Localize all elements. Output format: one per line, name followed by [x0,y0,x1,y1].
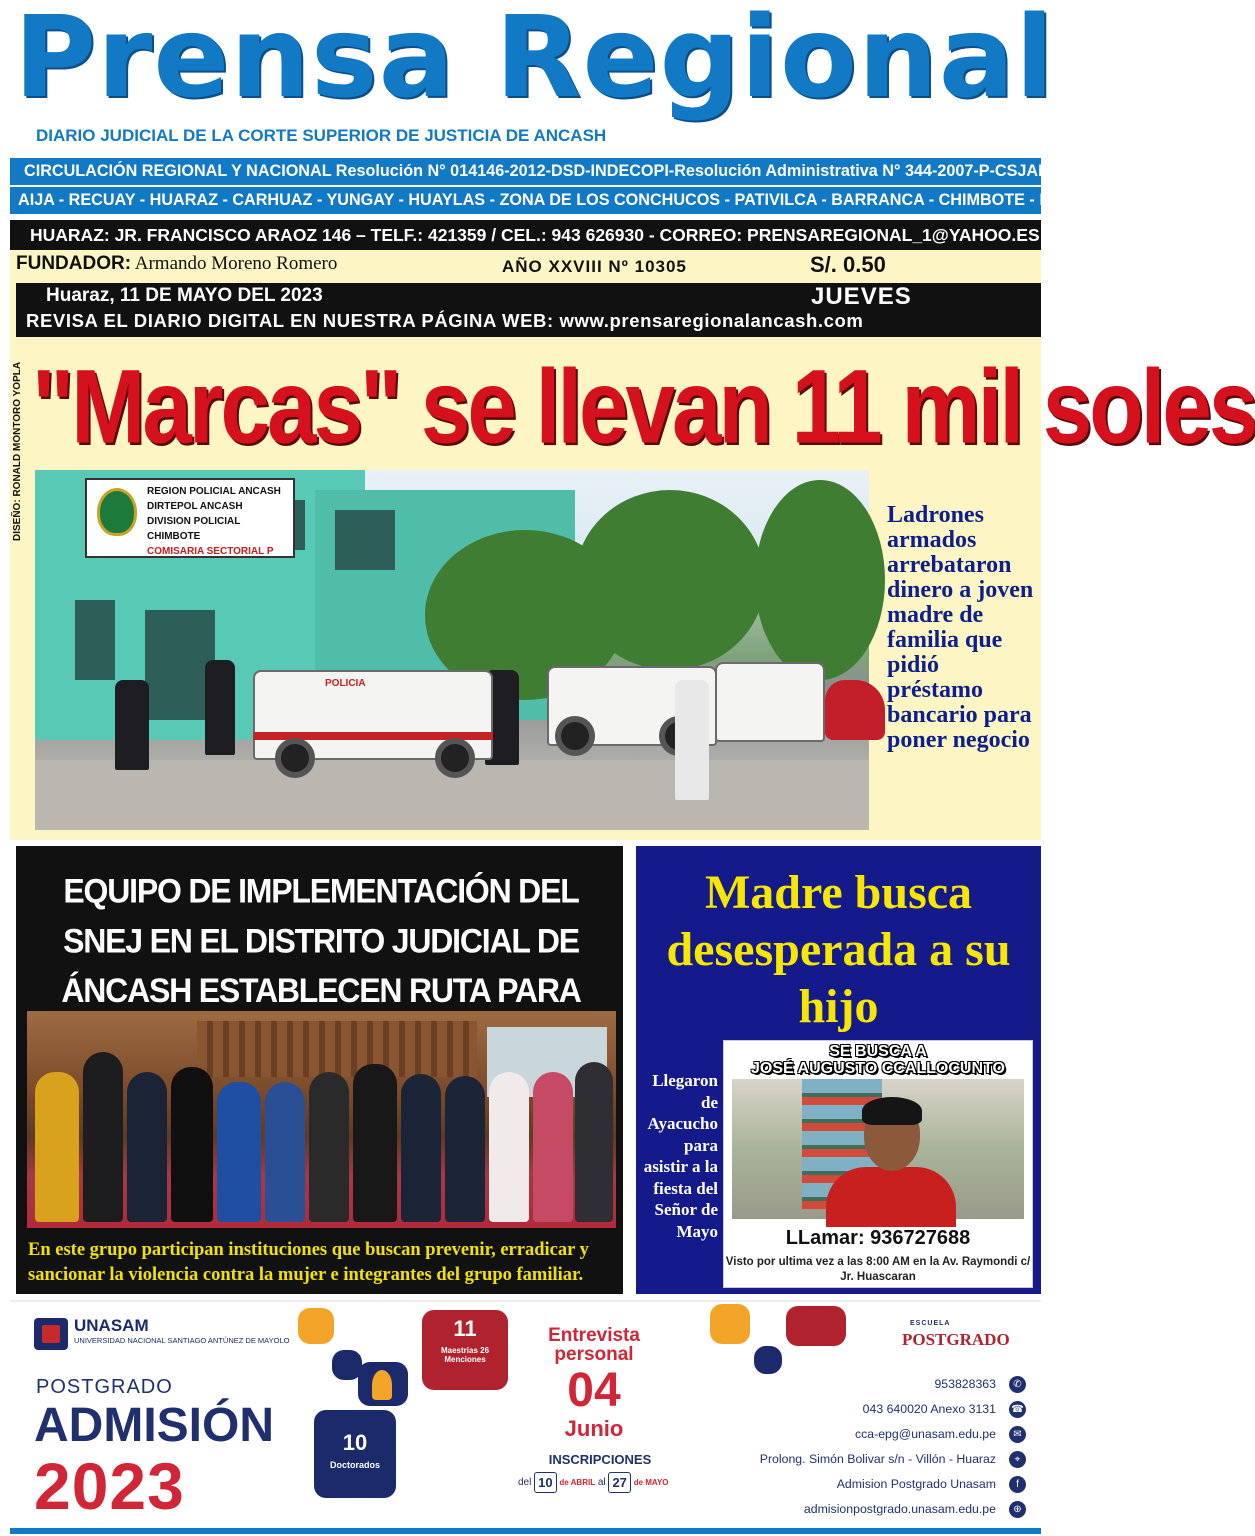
poster-line2: JOSÉ AUGUSTO CCALLOCUNTO [751,1060,1005,1077]
university-full-name: UNIVERSIDAD NACIONAL SANTIAGO ANTÚNEZ DE MAYOLO [74,1336,290,1345]
tree [755,480,885,680]
interview-day: 04 [567,1364,621,1417]
snej-group-photo[interactable] [27,1011,616,1228]
price: S/. 0.50 [810,252,886,277]
al-label: al [597,1477,606,1489]
maestrias-count: 11 [453,1316,477,1341]
globe-icon: ⊕ [1009,1501,1026,1518]
building-window [75,600,115,680]
poster-note: Visto por ultima vez a las 8:00 AM en la Av. Raymondi c/ Jr. Huascaran [725,1256,1031,1283]
hair [862,1097,922,1125]
building-window [335,510,395,570]
person [533,1072,573,1222]
founder-name: Armando Moreno Romero [134,253,338,274]
start-month: de ABRIL [559,1478,596,1487]
date-band [16,283,1041,337]
lead-summary: Ladrones armados arrebataron dinero a joven madre de familia que pidió préstamo bancario para poner negocio [887,502,1034,753]
walking-person [675,680,709,800]
missing-person-poster[interactable] [723,1040,1033,1288]
end-month: de MAYO [633,1478,669,1487]
edition-number: AÑO XXVIII Nº 10305 [502,257,687,276]
red-car [825,680,885,740]
maestrias-label: Maestrías 26 Menciones [440,1346,490,1364]
decor-shape [754,1346,782,1374]
person [115,680,149,770]
contact-text: 953828363 [934,1377,996,1391]
police-truck [715,662,825,742]
person [401,1074,441,1222]
person [575,1062,613,1222]
person [445,1076,485,1222]
address-band: HUARAZ: JR. FRANCISCO ARAOZ 146 – TELF.: 421359 / CEL.: 943 626930 - CORREO: PRENSAREGIONAL_1@YAHOO.ES [10,220,1041,250]
person [353,1064,397,1222]
person [205,660,235,755]
contact-list [700,1372,1030,1522]
person [489,1072,529,1222]
unasam-logo-icon [34,1318,68,1350]
police-sign [85,478,295,558]
truck-label: POLICIA [325,678,366,689]
contact-row[interactable] [700,1472,1030,1497]
university-name: UNASAM [74,1316,149,1335]
inscripciones-label: INSCRIPCIONES [548,1452,652,1467]
founder-label: FUNDADOR: [16,253,132,274]
story-missing-son-side-text: Llegaron de Ayacucho para asistir a la fiesta del Señor de Mayo [643,1071,718,1241]
lead-photo[interactable] [35,470,869,830]
escuela-name: POSTGRADO [902,1330,1010,1349]
contact-row[interactable] [700,1372,1030,1397]
postgrado-label: POSTGRADO [36,1376,173,1398]
missing-person-photo [732,1079,1024,1219]
founder-row [10,253,1041,281]
design-credit-text: DISEÑO: RONALD MONTORO YOPLA [12,361,23,541]
story-missing-son-title[interactable]: Madre busca desesperada a su hijo [666,866,1011,1033]
person [35,1072,79,1222]
poster-heading [724,1043,1032,1077]
mail-icon: ✉ [1009,1426,1026,1443]
maestrias-tile [422,1310,508,1390]
tree [575,490,765,670]
phone-icon: ☎ [1009,1401,1026,1418]
doctorados-count: 10 [342,1430,368,1455]
contact-row[interactable] [700,1422,1030,1447]
decor-shape [710,1304,750,1344]
newspaper-subtitle: DIARIO JUDICIAL DE LA CORTE SUPERIOR DE JUSTICIA DE ANCASH [36,126,607,145]
story-snej-title[interactable]: EQUIPO DE IMPLEMENTACIÓN DEL SNEJ EN EL DISTRITO JUDICIAL DE ÁNCASH ESTABLECEN RUTA PARA [61,871,581,1010]
wheel [435,738,475,778]
masthead [0,0,1055,158]
graduate-photo [358,1362,408,1406]
sign-line: DIRTEPOL ANCASH [147,501,243,512]
newspaper-title: Prensa Regional [14,0,1055,123]
wood-panel [197,1021,477,1077]
towns-band: AIJA - RECUAY - HUARAZ - CARHUAZ - YUNGAY - HUAYLAS - ZONA DE LOS CONCHUCOS - PATIVILCA - BARRANCA - CHIMBOTE - LIMA NORTE [10,187,1041,214]
unasam-postgrado-ad[interactable] [10,1300,1041,1532]
story-snej-caption: En este grupo participan instituciones que buscan prevenir, erradicar y sancionar la violencia contra la mujer e integrantes del grupo familiar. [28,1240,589,1285]
graduate-icon [372,1370,392,1400]
contact-text: admisionpostgrado.unasam.edu.pe [803,1502,996,1516]
person [83,1052,123,1222]
contact-row[interactable] [700,1397,1030,1422]
founder [16,253,337,275]
poster-phone: LLamar: 936727688 [785,1227,971,1249]
decor-shape [298,1308,334,1344]
del-label: del [518,1477,532,1489]
facebook-icon: f [1009,1476,1026,1493]
person [171,1067,213,1222]
contact-text: Prolong. Simón Bolivar s/n - Villón - Huaraz [759,1452,996,1466]
person [217,1082,261,1222]
interview-month: Junio [564,1416,624,1441]
lead-headline[interactable]: "Marcas" se llevan 11 mil soles [32,347,1255,465]
weekday: JUEVES [811,283,912,310]
admision-year: 2023 [34,1449,185,1523]
poster-line1: SE BUSCA A [829,1043,927,1060]
decor-shape [786,1306,846,1346]
contact-text: Admision Postgrado Unasam [836,1477,996,1491]
wheel [275,738,315,778]
red-shirt [826,1167,956,1227]
contact-row[interactable] [700,1447,1030,1472]
inscripciones-dates [518,1472,698,1502]
sign-line: DIVISION POLICIAL CHIMBOTE [147,516,241,542]
doctorados-tile [314,1410,396,1498]
bottom-rule [10,1528,1041,1534]
admision-label: ADMISIÓN [34,1399,274,1452]
escuela-label: ESCUELA [910,1320,951,1327]
contact-text: 043 640020 Anexo 3131 [862,1402,996,1416]
location-icon: ⌖ [1009,1451,1026,1468]
sign-line: COMISARIA SECTORIAL P [147,546,274,557]
person [127,1072,167,1222]
end-day: 27 [608,1472,630,1493]
contact-text: cca-epg@unasam.edu.pe [854,1427,996,1441]
circulation-band: CIRCULACIÓN REGIONAL Y NACIONAL Resolución N° 014146-2012-DSD-INDECOPI-Resolución Administrativa N° 344-2007-P-CSJAN/PJ [10,158,1041,185]
issue-date: Huaraz, 11 DE MAYO DEL 2023 [46,285,323,306]
whatsapp-icon: ✆ [1009,1376,1026,1393]
police-badge-icon [97,488,137,536]
start-day: 10 [534,1472,556,1493]
design-credit [4,345,32,545]
wheel [555,716,595,756]
person [309,1072,349,1222]
contact-row[interactable] [700,1497,1030,1522]
sign-line: REGION POLICIAL ANCASH [147,486,281,497]
doctorados-label: Doctorados [329,1460,380,1470]
person [265,1082,305,1222]
interview-label: Entrevista personal [548,1325,640,1365]
website-line[interactable]: REVISA EL DIARIO DIGITAL EN NUESTRA PÁGINA WEB: www.prensaregionalancash.com [26,310,864,331]
